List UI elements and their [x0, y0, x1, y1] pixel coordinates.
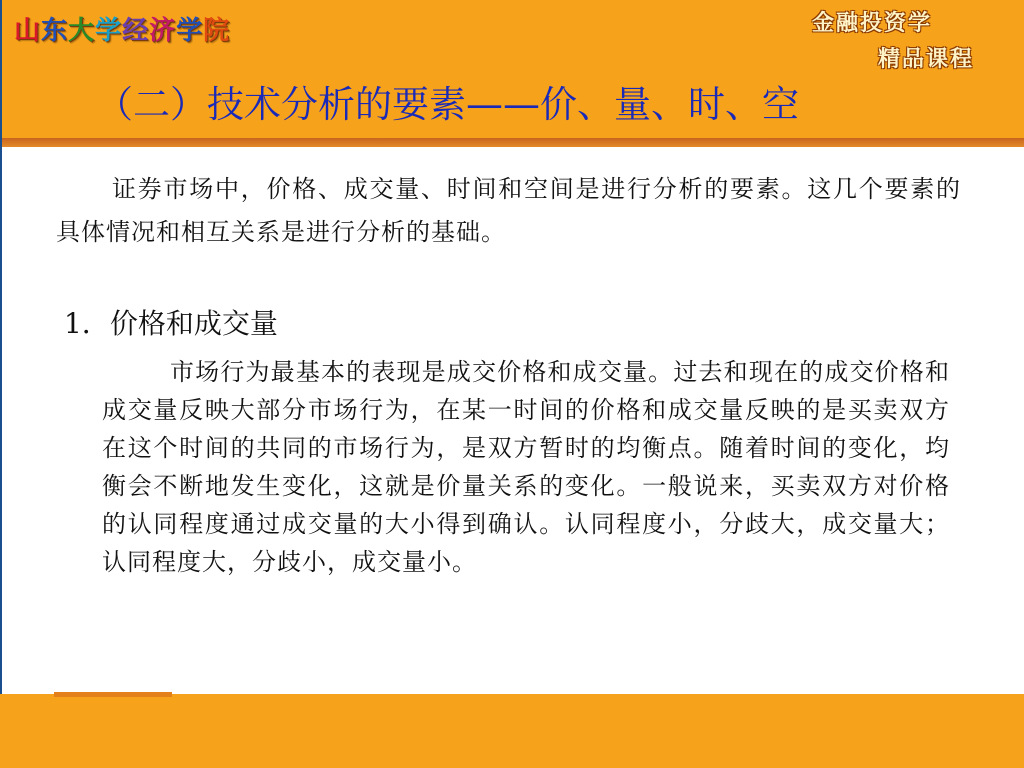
intro-paragraph: 证券市场中，价格、成交量、时间和空间是进行分析的要素。这几个要素的具体情况和相互关系是进行分析的基础。 — [56, 175, 961, 246]
slide-title: （二）技术分析的要素——价、量、时、空 — [96, 83, 799, 126]
header-divider — [0, 138, 1024, 147]
section-heading: 1．价格和成交量 — [64, 307, 278, 340]
left-border — [0, 0, 2, 768]
section-paragraph: 市场行为最基本的表现是成交价格和成交量。过去和现在的成交价格和成交量反映大部分市场行为，在某一时间的价格和成交量反映的是买卖双方在这个时间的共同的市场行为，是双方暂时的均衡点。随着时间的变化，均衡会不断地发生变化，这就是价量关系的变化。一般说来，买卖双方对价格的认同程度通过成交量的大小得到确认。认同程度小，分歧大，成交量大；认同程度大，分歧小，成交量小。 — [102, 358, 950, 576]
footer-accent — [54, 692, 172, 697]
course-type-label: 精品课程 — [878, 47, 975, 72]
school-logo: 山东大学经济学院 — [14, 16, 231, 46]
footer-band — [0, 694, 1024, 768]
course-name-label: 金融投资学 — [812, 11, 933, 36]
